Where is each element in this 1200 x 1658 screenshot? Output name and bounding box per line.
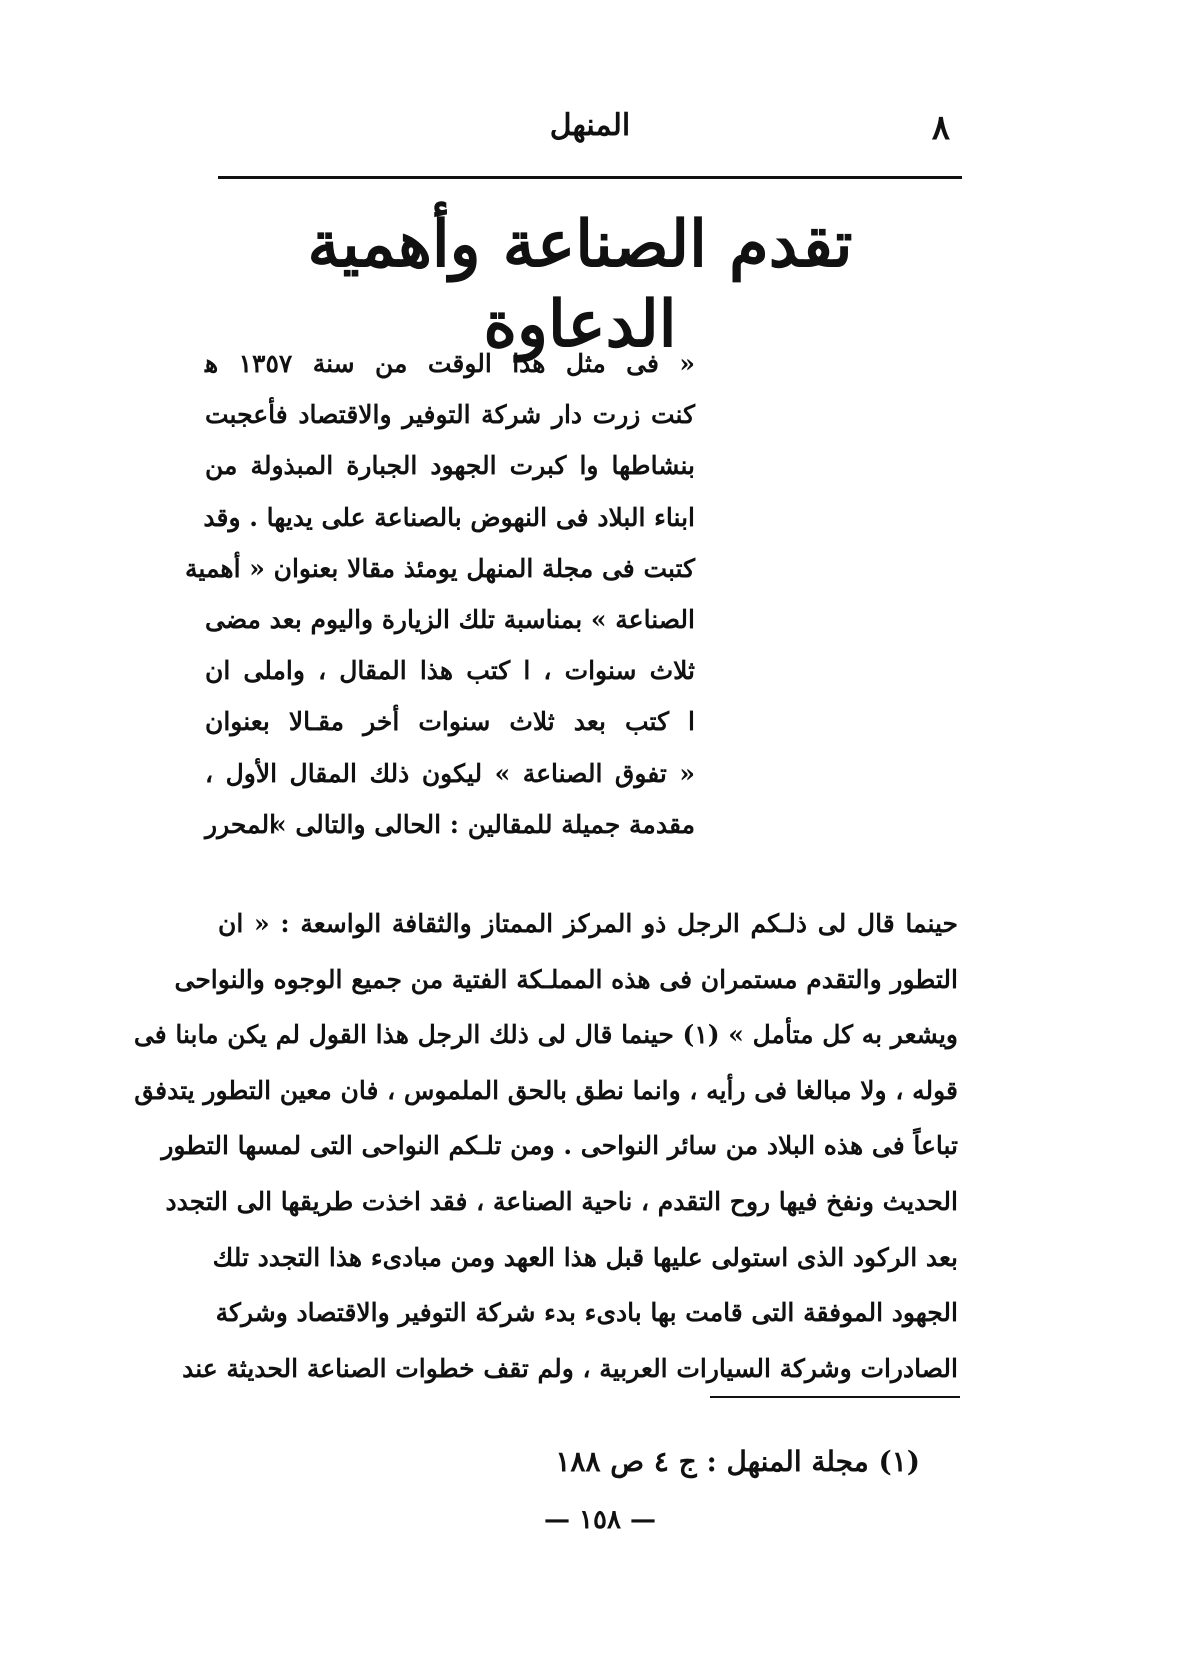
body-line: تباعاً فى هذه البلاد من سائر النواحى . ومن تلـكم النواحى التى لمسها التطور xyxy=(161,1131,958,1161)
intro-line: مقدمة جميلة للمقالين : الحالى والتالى » xyxy=(271,809,695,839)
editor-intro xyxy=(185,338,695,850)
journal-name: المنهل xyxy=(549,108,631,143)
body-line: ويشعر به كل متأمل » (١) حينما قال لى ذلك الرجل هذا القول لم يكن مابنا فى xyxy=(133,1020,958,1050)
body-line: حينما قال لى ذلـكم الرجل ذو المركز الممتاز والثقافة الواسعة : « ان xyxy=(218,909,958,938)
folio-number: — ١٥٨ — xyxy=(543,1505,657,1535)
footnote-divider xyxy=(710,1396,960,1398)
intro-line: ابناء البلاد فى النهوض بالصناعة على يديها . وقد xyxy=(203,502,695,532)
intro-line: « تفوق الصناعة » ليكون ذلك المقال الأول ، xyxy=(205,758,695,788)
intro-line: كنت زرت دار شركة التوفير والاقتصاد فأعجبت xyxy=(205,400,695,430)
body-line: الصادرات وشركة السيارات العربية ، ولم تقف خطوات الصناعة الحديثة عند xyxy=(182,1353,958,1383)
intro-line: الصناعة » بمناسبة تلك الزيارة واليوم بعد مضى xyxy=(205,604,695,634)
intro-line: ا كتب بعد ثلاث سنوات أخر مقـالا بعنوان xyxy=(205,707,695,737)
body-line: قوله ، ولا مبالغا فى رأيه ، وانما نطق بالحق الملموس ، فان معين التطور يتدفق xyxy=(134,1075,958,1105)
article-title: تقدم الصناعة وأهمية الدعاوة xyxy=(307,207,853,362)
intro-line: بنشاطها وا كبرت الجهود الجبارة المبذولة من xyxy=(205,451,695,481)
header-divider xyxy=(218,176,962,179)
intro-line: كتبت فى مجلة المنهل يومئذ مقالا بعنوان « أهمية xyxy=(185,553,695,583)
body-line: الحديث ونفخ فيها روح التقدم ، ناحية الصناعة ، فقد اخذت طريقها الى التجدد xyxy=(165,1186,958,1216)
intro-line: « فى مثل هذا الوقت من سنة ١٣٥٧ ﻫ xyxy=(205,349,695,378)
body-line: الجهود الموفقة التى قامت بها بادىء بدء شركة التوفير والاقتصاد وشركة xyxy=(215,1298,958,1328)
body-line: التطور والتقدم مستمران فى هذه المملـكة الفتية من جميع الوجوه والنواحى xyxy=(174,964,958,994)
intro-line: ثلاث سنوات ، ا كتب هذا المقال ، واملى ان xyxy=(205,656,695,686)
editor-signature: المحرر xyxy=(205,809,277,839)
intro-last-line xyxy=(205,799,695,850)
body-line: بعد الركود الذى استولى عليها قبل هذا العهد ومن مبادىء هذا التجدد تلك xyxy=(212,1242,958,1272)
running-header xyxy=(220,108,960,158)
article-body xyxy=(133,896,958,1396)
page-number: ٨ xyxy=(931,108,950,148)
footnote: (١) مجلة المنهل : ج ٤ ص ١٨٨ xyxy=(555,1445,920,1478)
